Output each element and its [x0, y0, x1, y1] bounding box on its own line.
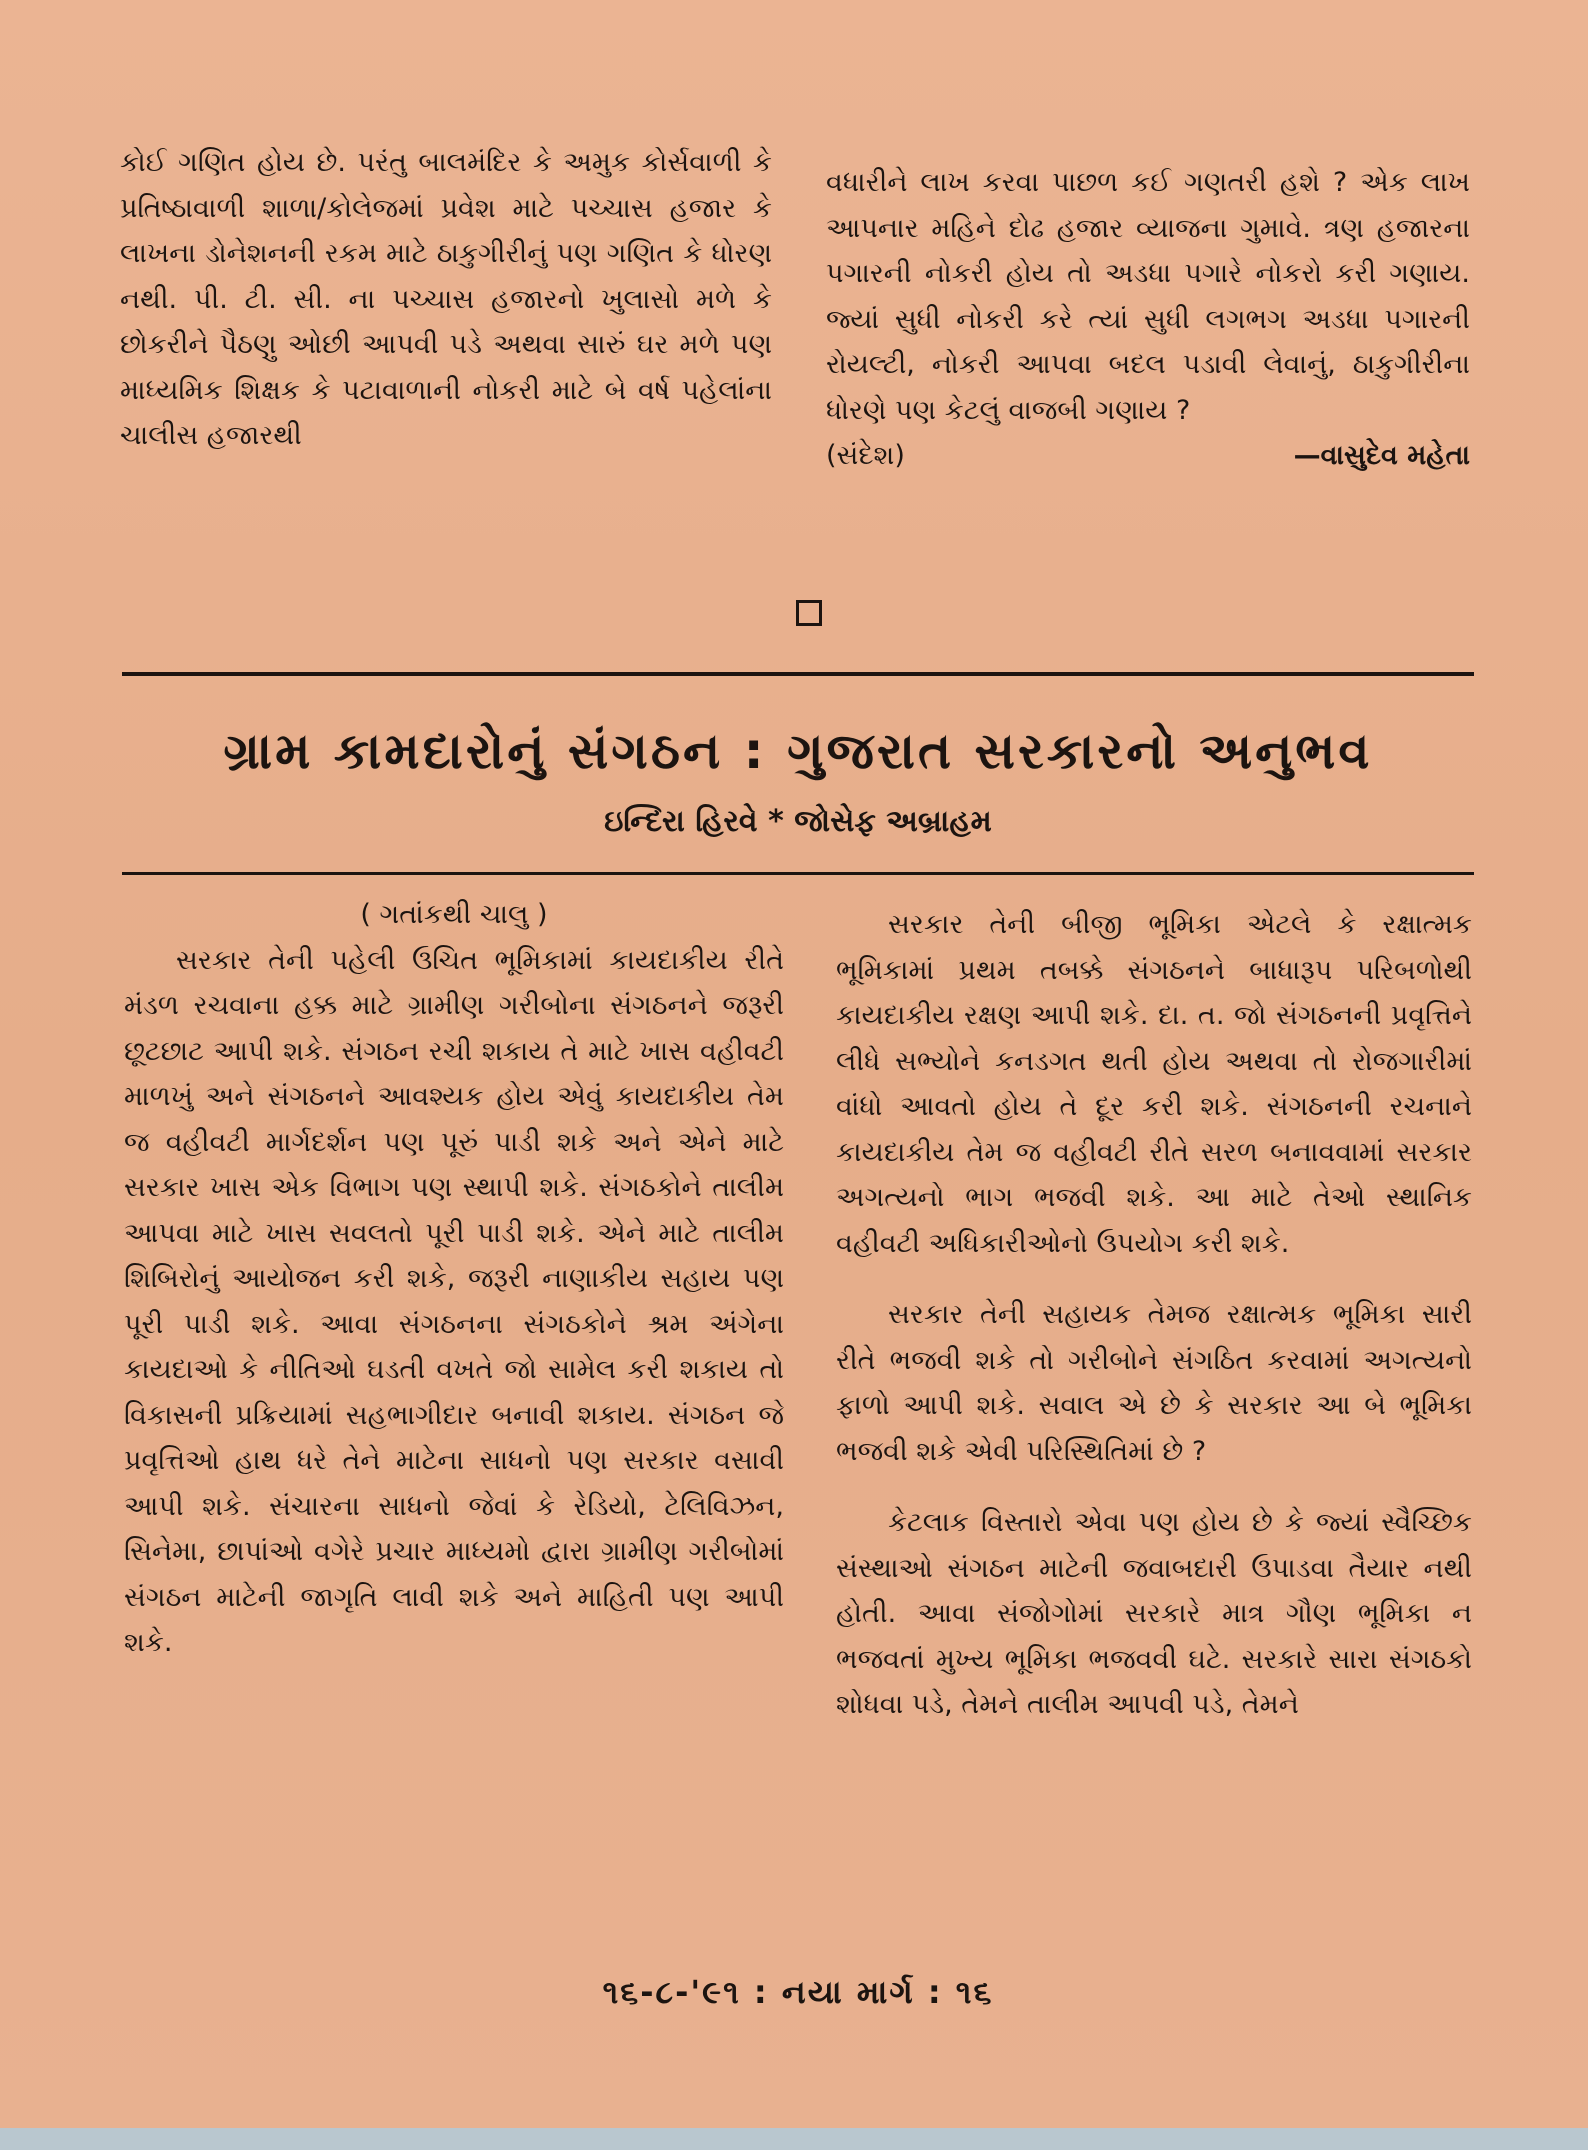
continued-note: ( ગતાંકથી ચાલુ )	[360, 899, 548, 930]
article-paragraph: સરકાર તેની બીજી ભૂમિકા એટલે કે રક્ષાત્મક ભૂમિકામાં પ્રથમ તબક્કે સંગઠનને બાધારૂપ પરિબળોથી કાયદાકીય રક્ષણ આપી શકે. દા. ત. જો સંગઠનની પ્રવૃત્તિને લીધે સભ્યોને કનડગત થતી હોય અથવા તો રોજગારીમાં વાંધો આવતો હોય તે દૂર કરી શકે. સંગઠનની રચનાને કાયદાકીય તેમ જ વહીવટી રીતે સરળ બનાવવામાં સરકાર અગત્યનો ભાગ ભજવી શકે. આ માટે તેઓ સ્થાનિક વહીવટી અધિકારીઓનો ઉપયોગ કરી શકે.	[836, 909, 1472, 1259]
article-authors: ઇન્દિરા હિરવે * જોસેફ અબ્રાહમ	[604, 804, 992, 839]
paragraph-gap	[836, 1474, 1472, 1500]
article-right-column	[836, 902, 1472, 1728]
article-paragraph: કેટલાક વિસ્તારો એવા પણ હોય છે કે જ્યાં સ્વૈચ્છિક સંસ્થાઓ સંગઠન માટેની જવાબદારી ઉપાડવા તૈયાર નથી હોતી. આવા સંજોગોમાં સરકારે માત્ર ગૌણ ભૂમિકા ન ભજવતાં મુખ્ય ભૂમિકા ભજવવી ઘટે. સરકારે સારા સંગઠકો શોધવા પડે, તેમને તાલીમ આપવી પડે, તેમને	[836, 1507, 1472, 1720]
scan-edge	[0, 2128, 1588, 2150]
headline-bottom-rule	[122, 872, 1474, 875]
previous-article-text-right: વધારીને લાખ કરવા પાછળ કઈ ગણતરી હશે ? એક લાખ આપનાર મહિને દોઢ હજાર વ્યાજના ગુમાવે. ત્રણ હજારના પગારની નોકરી હોય તો અડધા પગારે નોકરો કરી ગણાય. જ્યાં સુધી નોકરી કરે ત્યાં સુધી લગભગ અડધા પગારની રોયલ્ટી, નોકરી આપવા બદલ પડાવી લેવાનું, ઠાકુગીરીના ધોરણે પણ કેટલું વાજબી ગણાય ?	[826, 167, 1470, 426]
source-credit: (સંદેશ)	[826, 440, 905, 471]
previous-article-right-column	[826, 160, 1470, 479]
article-paragraph: સરકાર તેની સહાયક તેમજ રક્ષાત્મક ભૂમિકા સારી રીતે ભજવી શકે તો ગરીબોને સંગઠિત કરવામાં અગત્યનો ફાળો આપી શકે. સવાલ એ છે કે સરકાર આ બે ભૂમિકા ભજવી શકે એવી પરિસ્થિતિમાં છે ?	[836, 1299, 1472, 1467]
article-paragraph: સરકાર તેની પહેલી ઉચિત ભૂમિકામાં કાયદાકીય રીતે મંડળ રચવાના હક્ક માટે ગ્રામીણ ગરીબોના સંગઠનને જરૂરી છૂટછાટ આપી શકે. સંગઠન રચી શકાય તે માટે ખાસ વહીવટી માળખું અને સંગઠનને આવશ્યક હોય એવું કાયદાકીય તેમ જ વહીવટી માર્ગદર્શન પણ પૂરું પાડી શકે અને એને માટે સરકાર ખાસ એક વિભાગ પણ સ્થાપી શકે. સંગઠકોને તાલીમ આપવા માટે ખાસ સવલતો પૂરી પાડી શકે. એને માટે તાલીમ શિબિરોનું આયોજન કરી શકે, જરૂરી નાણાકીય સહાય પણ પૂરી પાડી શકે. આવા સંગઠનના સંગઠકોને શ્રમ અંગેના કાયદાઓ કે નીતિઓ ઘડતી વખતે જો સામેલ કરી શકાય તો વિકાસની પ્રક્રિયામાં સહભાગીદાર બનાવી શકાય. સંગઠન જે પ્રવૃત્તિઓ હાથ ધરે તેને માટેના સાધનો પણ સરકાર વસાવી આપી શકે. સંચારના સાધનો જેવાં કે રેડિયો, ટેલિવિઝન, સિનેમા, છાપાંઓ વગેરે પ્રચાર માધ્યમો દ્વારા ગ્રામીણ ગરીબોમાં સંગઠન માટેની જાગૃતિ લાવી શકે અને માહિતી પણ આપી શકે.	[124, 944, 784, 1658]
paragraph-gap	[836, 1266, 1472, 1292]
previous-article-left-column	[120, 140, 772, 459]
previous-article-signature	[826, 433, 1470, 479]
headline-top-rule	[122, 672, 1474, 676]
page-footer: ૧૬-૮-'૯૧ : નયા માર્ગ : ૧૬	[602, 1973, 994, 2011]
article-left-column	[124, 892, 784, 1666]
end-of-article-square-icon	[796, 600, 822, 626]
previous-article-author: —વાસુદેવ મહેતા	[1293, 440, 1470, 471]
previous-article-text-left: કોઈ ગણિત હોય છે. પરંતુ બાલમંદિર કે અમુક કોર્સવાળી કે પ્રતિષ્ઠાવાળી શાળા/કોલેજમાં પ્રવેશ માટે પચ્ચાસ હજાર કે લાખના ડોનેશનની રકમ માટે ઠાકુગીરીનું પણ ગણિત કે ધોરણ નથી. પી. ટી. સી. ના પચ્ચાસ હજારનો ખુલાસો મળે કે છોકરીને પૈઠણુ ઓછી આપવી પડે અથવા સારું ઘર મળે પણ માધ્યમિક શિક્ષક કે પટાવાળાની નોકરી માટે બે વર્ષ પહેલાંના ચાલીસ હજારથી	[120, 147, 772, 451]
article-headline: ગ્રામ કામદારોનું સંગઠન : ગુજરાત સરકારનો અનુભવ	[223, 722, 1373, 780]
